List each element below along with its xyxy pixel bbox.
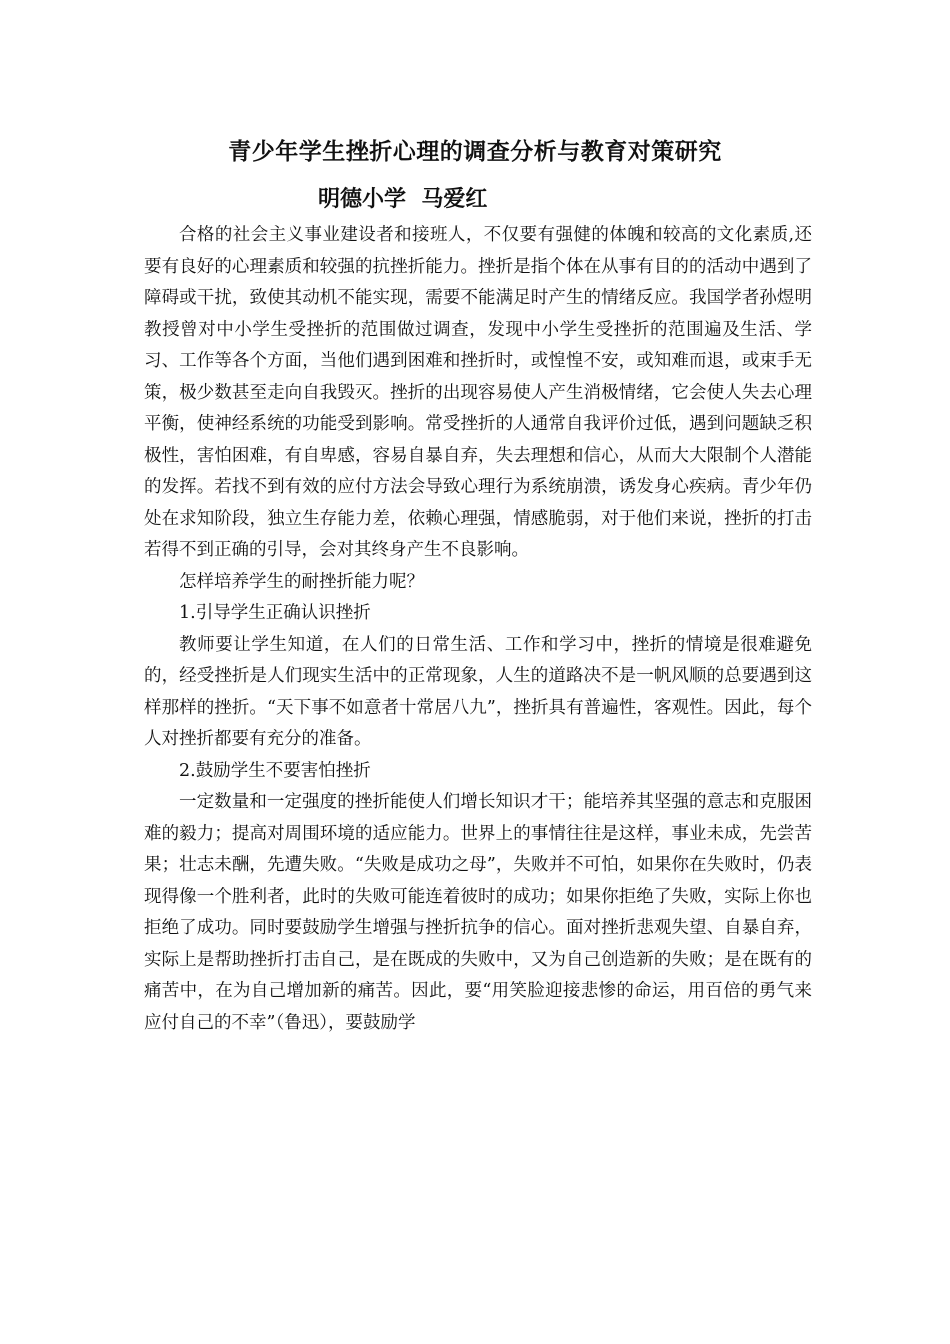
document-title: 青少年学生挫折心理的调查分析与教育对策研究 bbox=[228, 139, 722, 165]
paragraph-section-1: 教师要让学生知道，在人们的日常生活、工作和学习中，挫折的情境是很难避免的，经受挫折是人们现实生活中的正常现象，人生的道路决不是一帆风顺的总要遇到这样那样的挫折。“天下事不如意者十常居八九”，挫折具有普遍性，客观性。因此，每个人对挫折都要有充分的准备。 bbox=[144, 634, 812, 749]
document-author: 明德小学 马爱红 bbox=[318, 187, 488, 212]
paragraph-section-2: 一定数量和一定强度的挫折能使人们增长知识才干；能培养其坚强的意志和克服困难的毅力；提高对周围环境的适应能力。世界上的事情往往是这样，事业未成，先尝苦果；壮志未酬，先遭失败。“失败是成功之母”，失败并不可怕，如果你在失败时，仍表现得像一个胜利者，此时的失败可能连着彼时的成功；如果你拒绝了失败，实际上你也拒绝了成功。同时要鼓励学生增强与挫折抗争的信心。面对挫折悲观失望、自暴自弃，实际上是帮助挫折打击自己，是在既成的失败中，又为自己创造新的失败；是在既有的痛苦中，在为自己增加新的痛苦。因此，要“用笑脸迎接悲惨的命运，用百倍的勇气来应付自己的不幸”（鲁迅），要鼓励学 bbox=[144, 792, 812, 1033]
section-heading-2: 2.鼓励学生不要害怕挫折 bbox=[179, 760, 371, 781]
section-heading-1: 1.引导学生正确认识挫折 bbox=[179, 603, 371, 623]
document-body bbox=[144, 220, 812, 1039]
paragraph-intro: 合格的社会主义事业建设者和接班人，不仅要有强健的体魄和较高的文化素质,还要有良好的心理素质和较强的抗挫折能力。挫折是指个体在从事有目的的活动中遇到了障碍或干扰，致使其动机不能实现，需要不能满足时产生的情绪反应。我国学者孙煜明教授曾对中小学生受挫折的范围做过调查，发现中小学生受挫折的范围遍及生活、学习、工作等各个方面，当他们遇到困难和挫折时，或惶惶不安，或知难而退，或束手无策，极少数甚至走向自我毁灭。挫折的出现容易使人产生消极情绪，它会使人失去心理平衡，使神经系统的功能受到影响。常受挫折的人通常自我评价过低，遇到问题缺乏积极性，害怕困难，有自卑感，容易自暴自弃，失去理想和信心，从而大大限制个人潜能的发挥。若找不到有效的应付方法会导致心理行为系统崩溃，诱发身心疾病。青少年仍处在求知阶段，独立生存能力差，依赖心理强，情感脆弱，对于他们来说，挫折的打击若得不到正确的引导，会对其终身产生不良影响。 bbox=[144, 225, 812, 560]
paragraph-question: 怎样培养学生的耐挫折能力呢？ bbox=[179, 571, 424, 592]
